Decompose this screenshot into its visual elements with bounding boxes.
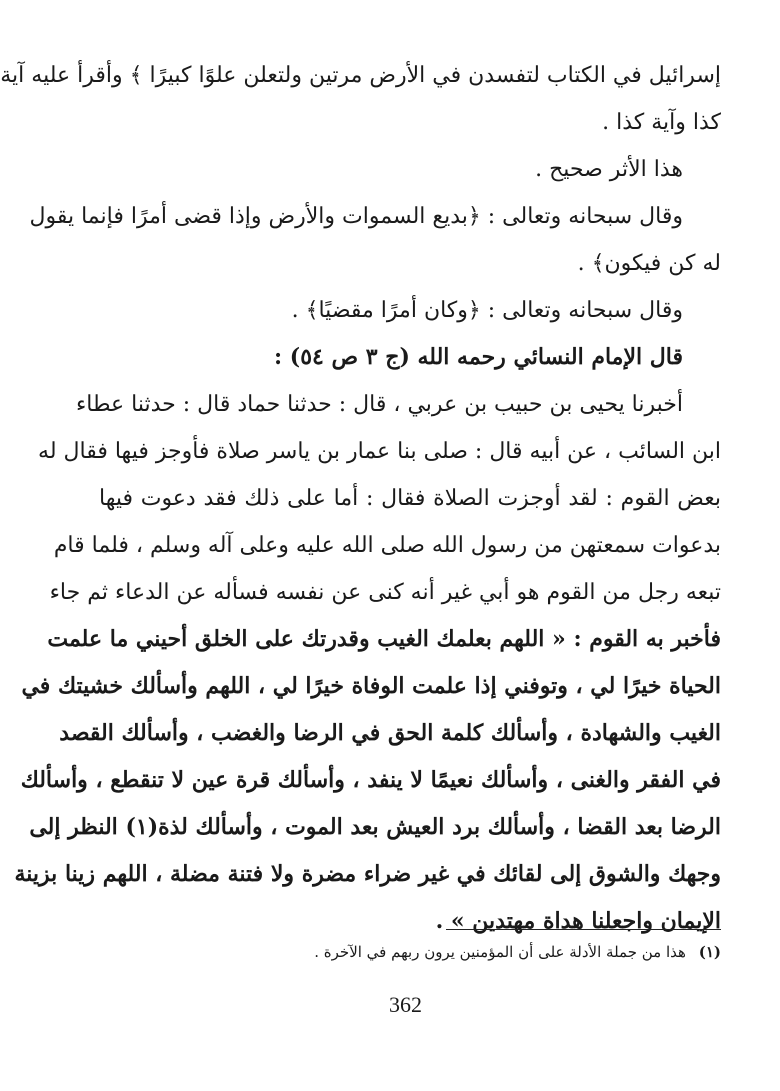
footnote-text: هذا من جملة الأدلة على أن المؤمنين يرون ربهم في الآخرة .: [314, 943, 686, 961]
text-line: الغيب والشهادة ، وأسألك كلمة الحق في الرضا والغضب ، وأسألك القصد: [59, 720, 721, 746]
text-line: وجهك والشوق إلى لقائك في غير ضراء مضرة ولا فتنة مضلة ، اللهم زينا بزينة: [14, 861, 721, 887]
footnote-number: (١): [698, 943, 721, 961]
page-body: [0, 52, 721, 945]
page-number: 362: [389, 992, 422, 1017]
text-line: أخبرنا يحيى بن حبيب بن عربي ، قال : حدثنا حماد قال : حدثنا عطاء: [75, 392, 683, 417]
text-line: تبعه رجل من القوم هو أبي غير أنه كنى عن نفسه فسأله عن الدعاء ثم جاء: [49, 580, 721, 605]
text-line: له كن فيكون﴾ .: [577, 251, 721, 276]
text-line: هذا الأثر صحيح .: [535, 157, 683, 182]
text-line: الإيمان واجعلنا هداة مهتدين » .: [435, 908, 721, 934]
text-line: وقال سبحانه وتعالى : ﴿بديع السموات والأرض وإذا قضى أمرًا فإنما يقول: [29, 204, 683, 229]
text-line: في الفقر والغنى ، وأسألك نعيمًا لا ينفد ، وأسألك قرة عين لا تنقطع ، وأسألك: [20, 767, 721, 793]
text-line: بدعوات سمعتهن من رسول الله صلى الله عليه وعلى آله وسلم ، فلما قام: [53, 533, 721, 558]
footnote: [99, 937, 721, 967]
text-line: قال الإمام النسائي رحمه الله (ج ٣ ص ٥٤) :: [273, 344, 683, 370]
text-line: إسرائيل في الكتاب لتفسدن في الأرض مرتين ولتعلن علوًا كبيرًا ﴾ وأقرأ عليه آية: [0, 63, 721, 88]
text-line: وقال سبحانه وتعالى : ﴿وكان أمرًا مقضيًا﴾ .: [291, 298, 683, 323]
text-line: بعض القوم : لقد أوجزت الصلاة فقال : أما على ذلك فقد دعوت فيها: [99, 486, 721, 511]
text-line: كذا وآية كذا .: [602, 110, 721, 135]
text-line: فأخبر به القوم : « اللهم بعلمك الغيب وقدرتك على الخلق أحيني ما علمت: [47, 626, 721, 652]
footnote-divider: [446, 929, 721, 930]
text-line: ابن السائب ، عن أبيه قال : صلى بنا عمار بن ياسر صلاة فأوجز فيها فقال له: [38, 439, 721, 464]
text-line: الرضا بعد القضا ، وأسألك برد العيش بعد الموت ، وأسألك لذة(١) النظر إلى: [29, 814, 721, 840]
text-line: الحياة خيرًا لي ، وتوفني إذا علمت الوفاة خيرًا لي ، اللهم وأسألك خشيتك في: [21, 673, 721, 699]
